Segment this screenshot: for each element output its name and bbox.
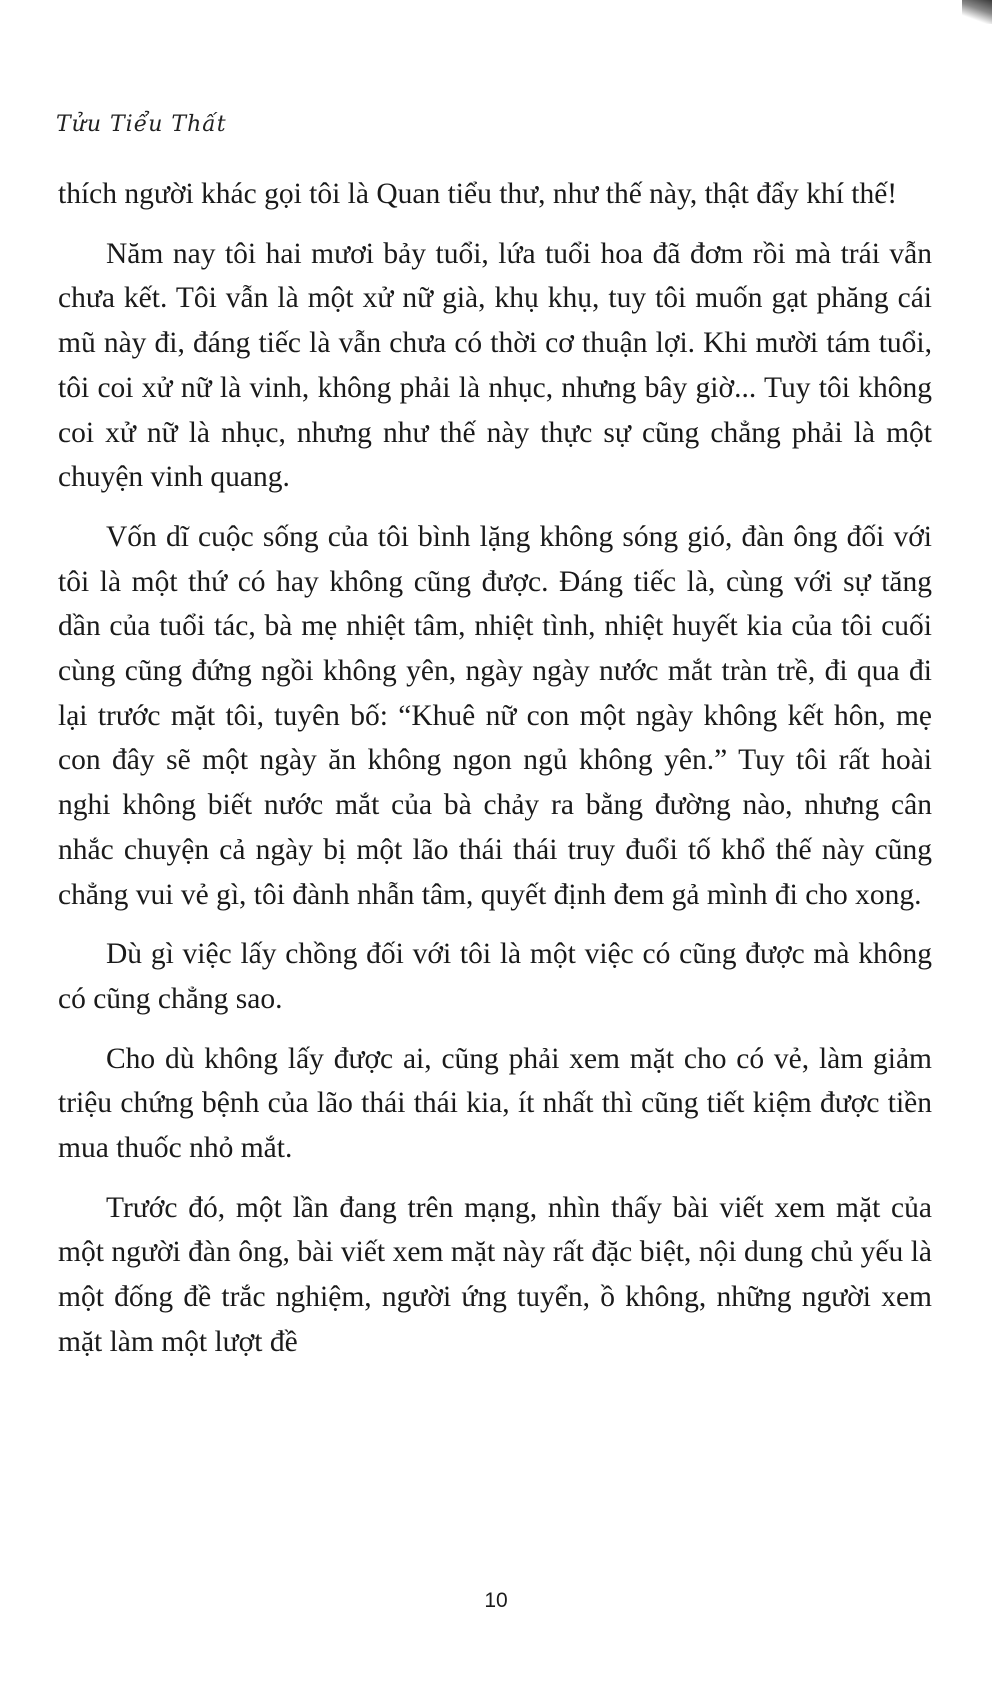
paragraph: Năm nay tôi hai mươi bảy tuổi, lứa tuổi hoa đã đơm rồi mà trái vẫn chưa kết. Tôi vẫn là một xử nữ già, khụ khụ, tuy tôi muốn gạt phăng cái mũ này đi, đáng tiếc là vẫn chưa có thời cơ thuận lợi. Khi mười tám tuổi, tôi coi xử nữ là vinh, không phải là nhục, nhưng bây giờ... Tuy tôi không coi xử nữ là nhục, nhưng như thế này thực sự cũng chẳng phải là một chuyện vinh quang. [58,237,932,494]
running-header-author: Tửu Tiểu Thất [56,112,227,137]
paragraph: Cho dù không lấy được ai, cũng phải xem mặt cho có vẻ, làm giảm triệu chứng bệnh của lão thái thái kia, ít nhất thì cũng tiết kiệm được tiền mua thuốc nhỏ mắt. [58,1042,932,1165]
scan-corner-shadow [962,0,992,24]
paragraph: Dù gì việc lấy chồng đối với tôi là một việc có cũng được mà không có cũng chẳng sao. [58,938,932,1015]
paragraph-continued: thích người khác gọi tôi là Quan tiểu thư, như thế này, thật đẩy khí thế! [58,178,898,210]
paragraph: Vốn dĩ cuộc sống của tôi bình lặng không sóng gió, đàn ông đối với tôi là một thứ có hay không cũng được. Đáng tiếc là, cùng với sự tăng dần của tuổi tác, bà mẹ nhiệt tâm, nhiệt tình, nhiệt huyết kia của tôi cuối cùng cũng đứng ngồi không yên, ngày ngày nước mắt tràn trề, đi qua đi lại trước mặt tôi, tuyên bố: “Khuê nữ con một ngày không kết hôn, mẹ con đây sẽ một ngày ăn không ngon ngủ không yên.” Tuy tôi rất hoài nghi không biết nước mắt của bà chảy ra bằng đường nào, nhưng cân nhắc chuyện cả ngày bị một lão thái thái truy đuổi tố khổ thế này cũng chẳng vui vẻ gì, tôi đành nhẫn tâm, quyết định đem gả mình đi cho xong. [58,520,932,911]
body-text [58,172,932,1380]
page-number: 10 [484,1589,508,1612]
paragraph: Trước đó, một lần đang trên mạng, nhìn thấy bài viết xem mặt của một người đàn ông, bài viết xem mặt này rất đặc biệt, nội dung chủ yếu là một đống đề trắc nghiệm, người ứng tuyển, ồ không, những người xem mặt làm một lượt đề [58,1191,932,1358]
